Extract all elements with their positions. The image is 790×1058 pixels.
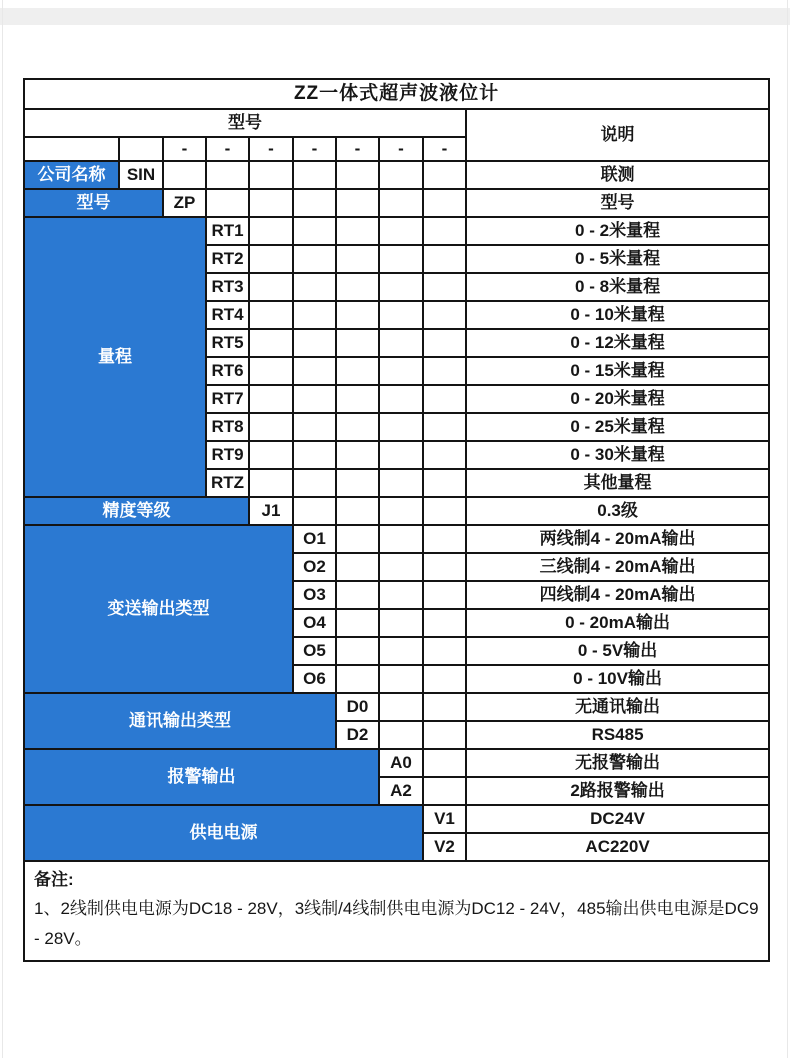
desc-cell: 0 - 20mA输出: [466, 609, 769, 637]
dash-separator: -: [423, 137, 466, 161]
code-cell: A0: [379, 749, 423, 777]
code-cell: RTZ: [206, 469, 249, 497]
empty-code-cell: [336, 441, 379, 469]
page-top-strip: [0, 8, 790, 25]
desc-cell: 其他量程: [466, 469, 769, 497]
dash-separator: -: [249, 137, 293, 161]
empty-code-cell: [423, 777, 466, 805]
empty-code-cell: [379, 469, 423, 497]
empty-code-cell: [423, 357, 466, 385]
empty-code-cell: [293, 413, 336, 441]
empty-code-cell: [379, 357, 423, 385]
desc-cell: 0 - 15米量程: [466, 357, 769, 385]
empty-code-cell: [379, 665, 423, 693]
code-cell: D0: [336, 693, 379, 721]
empty-code-cell: [336, 413, 379, 441]
empty-code-cell: [336, 665, 379, 693]
empty-code-cell: [163, 161, 206, 189]
empty-code-cell: [379, 637, 423, 665]
empty-code-cell: [379, 553, 423, 581]
desc-cell: 0 - 25米量程: [466, 413, 769, 441]
table-row: [24, 189, 769, 217]
desc-cell: 2路报警输出: [466, 777, 769, 805]
code-cell: O4: [293, 609, 336, 637]
dash-separator: -: [379, 137, 423, 161]
note-text: 1、2线制供电电源为DC18 - 28V，3线制/4线制供电电源为DC12 - 24V，485输出供电电源是DC9 - 28V。: [34, 899, 759, 948]
empty-code-cell: [336, 525, 379, 553]
dash-separator: -: [336, 137, 379, 161]
empty-code-cell: [423, 413, 466, 441]
code-cell: V1: [423, 805, 466, 833]
empty-code-cell: [293, 301, 336, 329]
desc-cell: 0 - 8米量程: [466, 273, 769, 301]
empty-code-cell: [423, 245, 466, 273]
empty-code-cell: [423, 161, 466, 189]
desc-cell: 0 - 20米量程: [466, 385, 769, 413]
code-cell: D2: [336, 721, 379, 749]
empty-code-cell: [336, 161, 379, 189]
empty-code-cell: [423, 301, 466, 329]
empty-code-cell: [336, 609, 379, 637]
empty-code-cell: [379, 581, 423, 609]
empty-code-cell: [293, 273, 336, 301]
section-label-model: 型号: [24, 189, 163, 217]
desc-cell: 0 - 10V输出: [466, 665, 769, 693]
empty-code-cell: [293, 385, 336, 413]
table-row: [24, 861, 769, 961]
section-label-transmit-output: 变送输出类型: [24, 525, 293, 693]
empty-code-cell: [423, 385, 466, 413]
code-cell: RT9: [206, 441, 249, 469]
dash-separator: -: [206, 137, 249, 161]
code-cell: RT4: [206, 301, 249, 329]
code-cell: J1: [249, 497, 293, 525]
desc-cell: 两线制4 - 20mA输出: [466, 525, 769, 553]
note-cell: [24, 861, 769, 961]
desc-cell: DC24V: [466, 805, 769, 833]
empty-code-cell: [293, 189, 336, 217]
empty-code-cell: [249, 245, 293, 273]
empty-code-cell: [336, 301, 379, 329]
empty-code-cell: [423, 553, 466, 581]
table-row: [24, 109, 769, 137]
empty-code-cell: [293, 217, 336, 245]
desc-cell: 0 - 10米量程: [466, 301, 769, 329]
empty-code-cell: [379, 189, 423, 217]
empty-code-cell: [336, 329, 379, 357]
empty-code-cell: [379, 161, 423, 189]
model-number-header: 型号: [24, 109, 466, 137]
section-label-accuracy: 精度等级: [24, 497, 249, 525]
code-cell: SIN: [119, 161, 163, 189]
empty-code-cell: [293, 469, 336, 497]
empty-code-cell: [423, 637, 466, 665]
desc-cell: 无报警输出: [466, 749, 769, 777]
code-cell: RT8: [206, 413, 249, 441]
code-cell: O2: [293, 553, 336, 581]
empty-code-cell: [336, 637, 379, 665]
empty-code-cell: [336, 245, 379, 273]
code-cell: ZP: [163, 189, 206, 217]
empty-code-cell: [206, 161, 249, 189]
empty-code-cell: [379, 329, 423, 357]
empty-code-cell: [249, 189, 293, 217]
section-label-power-supply: 供电电源: [24, 805, 423, 861]
empty-code-cell: [249, 217, 293, 245]
desc-cell: 三线制4 - 20mA输出: [466, 553, 769, 581]
empty-code-cell: [423, 441, 466, 469]
desc-cell: 0 - 2米量程: [466, 217, 769, 245]
empty-code-cell: [379, 301, 423, 329]
empty-code-cell: [119, 137, 163, 161]
empty-code-cell: [423, 693, 466, 721]
section-label-range: 量程: [24, 217, 206, 497]
empty-code-cell: [336, 189, 379, 217]
table-row: [24, 161, 769, 189]
code-cell: RT7: [206, 385, 249, 413]
empty-code-cell: [336, 581, 379, 609]
empty-code-cell: [379, 441, 423, 469]
empty-code-cell: [249, 301, 293, 329]
empty-code-cell: [379, 609, 423, 637]
empty-code-cell: [423, 665, 466, 693]
empty-code-cell: [336, 273, 379, 301]
desc-cell: 0 - 5米量程: [466, 245, 769, 273]
desc-cell: RS485: [466, 721, 769, 749]
empty-code-cell: [249, 357, 293, 385]
dash-separator: -: [293, 137, 336, 161]
desc-cell: 0 - 12米量程: [466, 329, 769, 357]
empty-code-cell: [423, 329, 466, 357]
empty-code-cell: [379, 413, 423, 441]
table-row: [24, 805, 769, 833]
empty-code-cell: [423, 497, 466, 525]
empty-code-cell: [379, 693, 423, 721]
empty-code-cell: [293, 497, 336, 525]
desc-cell: 无通讯输出: [466, 693, 769, 721]
empty-code-cell: [423, 609, 466, 637]
empty-code-cell: [293, 245, 336, 273]
table-row: [24, 525, 769, 553]
dash-separator: -: [163, 137, 206, 161]
empty-code-cell: [379, 525, 423, 553]
empty-code-cell: [249, 161, 293, 189]
empty-code-cell: [249, 273, 293, 301]
empty-code-cell: [379, 497, 423, 525]
code-cell: O6: [293, 665, 336, 693]
table-row: [24, 497, 769, 525]
code-cell: O3: [293, 581, 336, 609]
empty-code-cell: [249, 413, 293, 441]
empty-code-cell: [249, 385, 293, 413]
empty-code-cell: [24, 137, 119, 161]
code-cell: A2: [379, 777, 423, 805]
desc-cell: AC220V: [466, 833, 769, 861]
section-label-comm-output: 通讯输出类型: [24, 693, 336, 749]
empty-code-cell: [379, 273, 423, 301]
desc-cell: 联测: [466, 161, 769, 189]
desc-cell: 0.3级: [466, 497, 769, 525]
section-label-alarm-output: 报警输出: [24, 749, 379, 805]
empty-code-cell: [249, 329, 293, 357]
empty-code-cell: [379, 217, 423, 245]
empty-code-cell: [423, 189, 466, 217]
code-cell: V2: [423, 833, 466, 861]
code-cell: RT6: [206, 357, 249, 385]
code-cell: RT3: [206, 273, 249, 301]
empty-code-cell: [293, 329, 336, 357]
desc-cell: 0 - 30米量程: [466, 441, 769, 469]
empty-code-cell: [293, 161, 336, 189]
empty-code-cell: [336, 357, 379, 385]
table-title: ZZ一体式超声波液位计: [24, 79, 769, 109]
empty-code-cell: [206, 189, 249, 217]
empty-code-cell: [379, 721, 423, 749]
desc-cell: 四线制4 - 20mA输出: [466, 581, 769, 609]
table-row: [24, 217, 769, 245]
empty-code-cell: [336, 385, 379, 413]
empty-code-cell: [423, 749, 466, 777]
empty-code-cell: [249, 441, 293, 469]
desc-cell: 型号: [466, 189, 769, 217]
empty-code-cell: [336, 469, 379, 497]
model-selection-table: [23, 78, 770, 962]
page-left-edge: [2, 0, 3, 1058]
empty-code-cell: [293, 357, 336, 385]
empty-code-cell: [423, 273, 466, 301]
desc-cell: 0 - 5V输出: [466, 637, 769, 665]
empty-code-cell: [423, 469, 466, 497]
code-cell: RT2: [206, 245, 249, 273]
empty-code-cell: [293, 441, 336, 469]
empty-code-cell: [336, 497, 379, 525]
empty-code-cell: [336, 217, 379, 245]
code-cell: O5: [293, 637, 336, 665]
code-cell: O1: [293, 525, 336, 553]
code-cell: RT5: [206, 329, 249, 357]
table-row: [24, 749, 769, 777]
empty-code-cell: [423, 581, 466, 609]
empty-code-cell: [423, 217, 466, 245]
table-row: [24, 79, 769, 109]
table-row: [24, 693, 769, 721]
empty-code-cell: [423, 721, 466, 749]
empty-code-cell: [423, 525, 466, 553]
description-header: 说明: [466, 109, 769, 161]
empty-code-cell: [249, 469, 293, 497]
note-heading: 备注:: [34, 870, 74, 889]
section-label-company: 公司名称: [24, 161, 119, 189]
code-cell: RT1: [206, 217, 249, 245]
page-right-edge: [787, 0, 788, 1058]
empty-code-cell: [336, 553, 379, 581]
empty-code-cell: [379, 245, 423, 273]
empty-code-cell: [379, 385, 423, 413]
